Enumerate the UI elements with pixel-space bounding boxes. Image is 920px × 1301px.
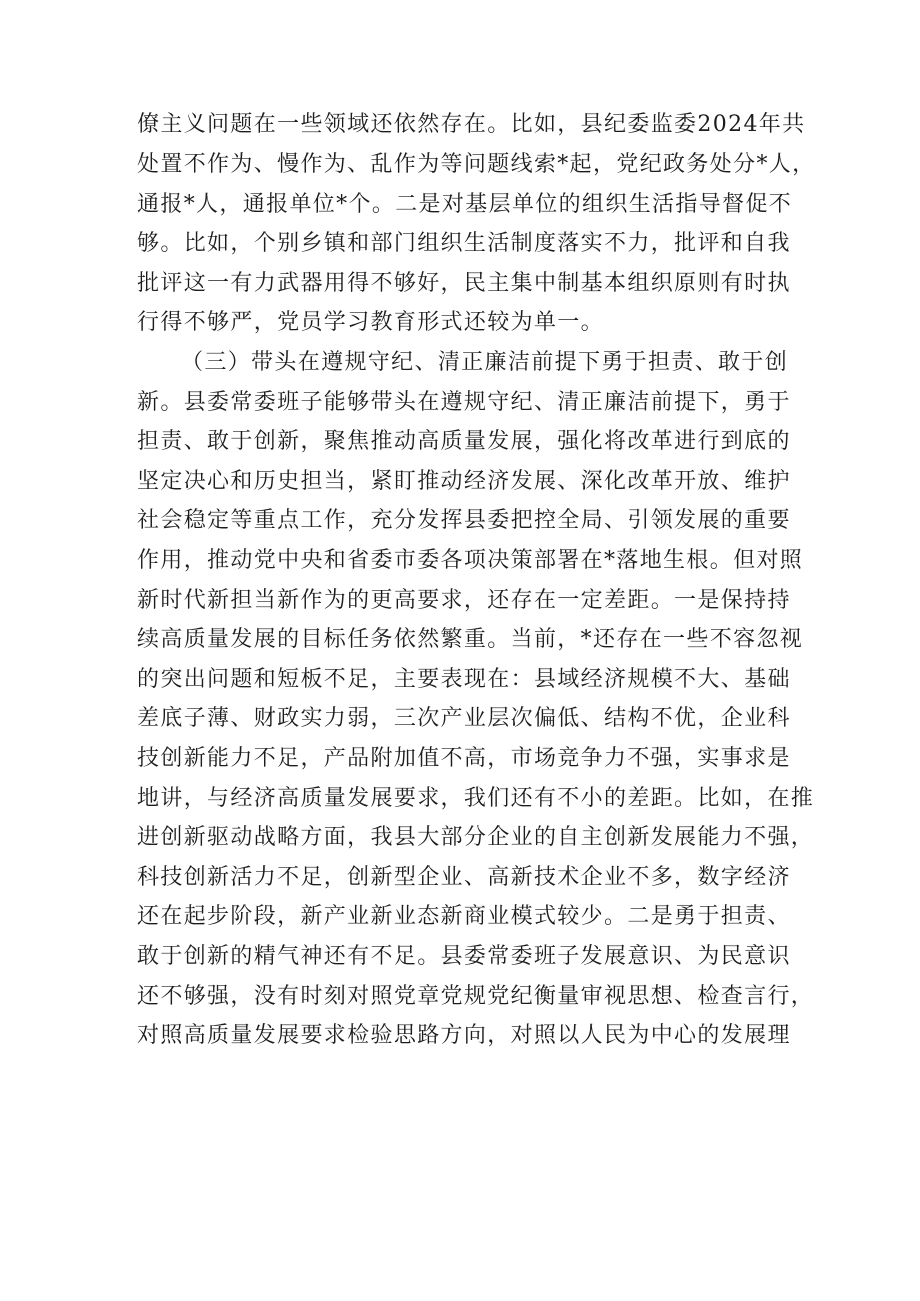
text-line: 批评这一有力武器用得不够好，民主集中制基本组织原则有时执 — [137, 271, 791, 296]
text-line: 担责、敢于创新，聚焦推动高质量发展，强化将改革进行到底的 — [137, 429, 791, 454]
section-heading-line: （三）带头在遵规守纪、清正廉洁前提下勇于担责、敢于创 — [181, 350, 789, 375]
text-line: 进创新驱动战略方面，我县大部分企业的自主创新发展能力不强， — [137, 825, 815, 850]
text-line: 处置不作为、慢作为、乱作为等问题线索*起，党纪政务处分*人， — [137, 152, 816, 177]
text-line: 科技创新活力不足，创新型企业、高新技术企业不多，数字经济 — [137, 865, 791, 890]
text-line: 续高质量发展的目标任务依然繁重。当前，*还存在一些不容忽视 — [137, 627, 804, 652]
text-line: 作用，推动党中央和省委市委各项决策部署在*落地生根。但对照 — [137, 548, 804, 573]
text-line: 够。比如，个别乡镇和部门组织生活制度落实不力，批评和自我 — [137, 231, 791, 256]
text-line: 通报*人，通报单位*个。二是对基层单位的组织生活指导督促不 — [137, 192, 793, 217]
text-line: 地讲，与经济高质量发展要求，我们还有不小的差距。比如，在推 — [137, 786, 815, 811]
text-line: 的突出问题和短板不足，主要表现在：县域经济规模不大、基础 — [137, 667, 791, 692]
text-line: 还不够强，没有时刻对照党章党规党纪衡量审视思想、检查言行， — [137, 984, 815, 1009]
text-line: 差底子薄、财政实力弱，三次产业层次偏低、结构不优，企业科 — [137, 706, 791, 731]
text-line: 行得不够严，党员学习教育形式还较为单一。 — [137, 310, 605, 335]
text-line: 对照高质量发展要求检验思路方向，对照以人民为中心的发展理 — [137, 1023, 791, 1048]
text-line: 新时代新担当新作为的更高要求，还存在一定差距。一是保持持 — [137, 588, 791, 613]
text-line: 僚主义问题在一些领域还依然存在。比如，县纪委监委2024年共 — [137, 112, 806, 137]
text-line: 坚定决心和历史担当，紧盯推动经济发展、深化改革开放、维护 — [137, 469, 791, 494]
text-line: 还在起步阶段，新产业新业态新商业模式较少。二是勇于担责、 — [137, 904, 791, 929]
text-line: 技创新能力不足，产品附加值不高，市场竞争力不强，实事求是 — [137, 746, 791, 771]
text-line: 敢于创新的精气神还有不足。县委常委班子发展意识、为民意识 — [137, 944, 791, 969]
text-line: 新。县委常委班子能够带头在遵规守纪、清正廉洁前提下，勇于 — [137, 390, 791, 415]
text-line: 社会稳定等重点工作，充分发挥县委把控全局、引领发展的重要 — [137, 508, 791, 533]
